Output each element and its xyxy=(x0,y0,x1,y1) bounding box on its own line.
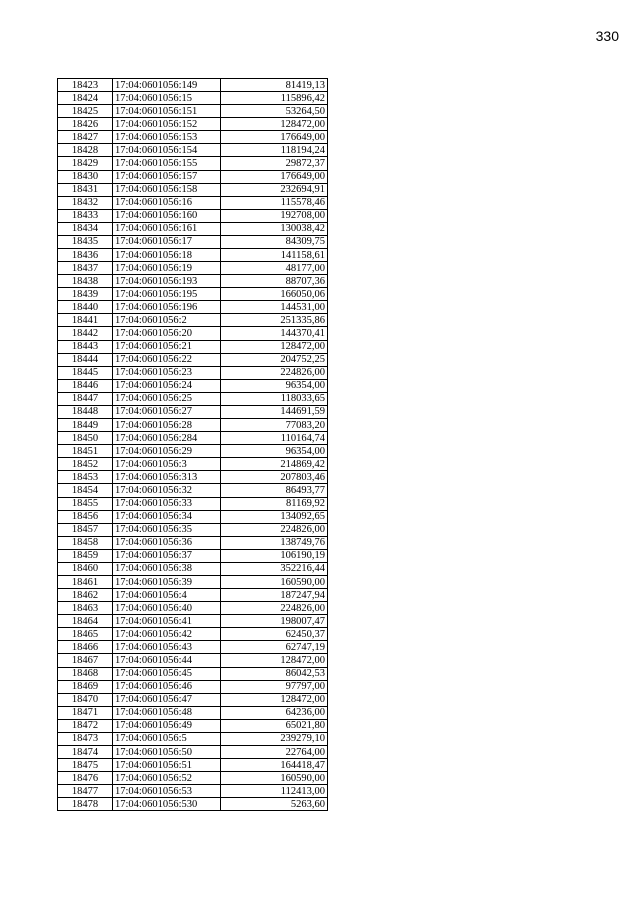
row-number-cell: 18461 xyxy=(58,575,113,588)
value-cell: 128472,00 xyxy=(221,118,328,131)
value-cell: 53264,50 xyxy=(221,105,328,118)
table-row xyxy=(58,549,328,562)
cadastral-number-cell: 17:04:0601056:18 xyxy=(113,249,221,262)
value-cell: 214869,42 xyxy=(221,458,328,471)
cadastral-number-cell: 17:04:0601056:530 xyxy=(113,798,221,811)
row-number-cell: 18433 xyxy=(58,209,113,222)
table-row xyxy=(58,209,328,222)
page-number: 330 xyxy=(595,28,619,44)
value-cell: 86493,77 xyxy=(221,484,328,497)
row-number-cell: 18471 xyxy=(58,706,113,719)
table-row xyxy=(58,575,328,588)
value-cell: 128472,00 xyxy=(221,654,328,667)
value-cell: 97797,00 xyxy=(221,680,328,693)
row-number-cell: 18444 xyxy=(58,353,113,366)
row-number-cell: 18447 xyxy=(58,392,113,405)
value-cell: 118194,24 xyxy=(221,144,328,157)
row-number-cell: 18443 xyxy=(58,340,113,353)
cadastral-number-cell: 17:04:0601056:38 xyxy=(113,562,221,575)
table-row xyxy=(58,105,328,118)
table-row xyxy=(58,131,328,144)
value-cell: 164418,47 xyxy=(221,759,328,772)
table-row xyxy=(58,445,328,458)
value-cell: 48177,00 xyxy=(221,262,328,275)
table-row xyxy=(58,680,328,693)
value-cell: 110164,74 xyxy=(221,432,328,445)
cadastral-number-cell: 17:04:0601056:153 xyxy=(113,131,221,144)
row-number-cell: 18446 xyxy=(58,379,113,392)
value-cell: 176649,00 xyxy=(221,170,328,183)
table-row xyxy=(58,288,328,301)
table-row xyxy=(58,732,328,745)
row-number-cell: 18430 xyxy=(58,170,113,183)
cadastral-number-cell: 17:04:0601056:35 xyxy=(113,523,221,536)
table-row xyxy=(58,484,328,497)
table-row xyxy=(58,340,328,353)
table-row xyxy=(58,327,328,340)
row-number-cell: 18426 xyxy=(58,118,113,131)
cadastral-number-cell: 17:04:0601056:152 xyxy=(113,118,221,131)
value-cell: 81169,92 xyxy=(221,497,328,510)
value-cell: 96354,00 xyxy=(221,379,328,392)
row-number-cell: 18478 xyxy=(58,798,113,811)
value-cell: 62450,37 xyxy=(221,628,328,641)
value-cell: 81419,13 xyxy=(221,79,328,92)
row-number-cell: 18460 xyxy=(58,562,113,575)
table-row xyxy=(58,118,328,131)
cadastral-number-cell: 17:04:0601056:33 xyxy=(113,497,221,510)
row-number-cell: 18424 xyxy=(58,92,113,105)
value-cell: 239279,10 xyxy=(221,732,328,745)
value-cell: 134092,65 xyxy=(221,510,328,523)
row-number-cell: 18451 xyxy=(58,445,113,458)
cadastral-number-cell: 17:04:0601056:24 xyxy=(113,379,221,392)
row-number-cell: 18457 xyxy=(58,523,113,536)
table-row xyxy=(58,497,328,510)
cadastral-number-cell: 17:04:0601056:43 xyxy=(113,641,221,654)
value-cell: 204752,25 xyxy=(221,353,328,366)
cadastral-number-cell: 17:04:0601056:3 xyxy=(113,458,221,471)
table-row xyxy=(58,419,328,432)
cadastral-number-cell: 17:04:0601056:36 xyxy=(113,536,221,549)
value-cell: 207803,46 xyxy=(221,471,328,484)
cadastral-number-cell: 17:04:0601056:46 xyxy=(113,680,221,693)
value-cell: 352216,44 xyxy=(221,562,328,575)
cadastral-number-cell: 17:04:0601056:158 xyxy=(113,183,221,196)
cadastral-number-cell: 17:04:0601056:47 xyxy=(113,693,221,706)
value-cell: 192708,00 xyxy=(221,209,328,222)
table-row xyxy=(58,706,328,719)
cadastral-number-cell: 17:04:0601056:196 xyxy=(113,301,221,314)
cadastral-number-cell: 17:04:0601056:37 xyxy=(113,549,221,562)
table-row xyxy=(58,157,328,170)
value-cell: 144531,00 xyxy=(221,301,328,314)
cadastral-number-cell: 17:04:0601056:42 xyxy=(113,628,221,641)
row-number-cell: 18428 xyxy=(58,144,113,157)
row-number-cell: 18449 xyxy=(58,419,113,432)
cadastral-number-cell: 17:04:0601056:195 xyxy=(113,288,221,301)
row-number-cell: 18431 xyxy=(58,183,113,196)
row-number-cell: 18476 xyxy=(58,772,113,785)
row-number-cell: 18469 xyxy=(58,680,113,693)
cadastral-number-cell: 17:04:0601056:2 xyxy=(113,314,221,327)
value-cell: 62747,19 xyxy=(221,641,328,654)
cadastral-number-cell: 17:04:0601056:157 xyxy=(113,170,221,183)
value-cell: 96354,00 xyxy=(221,445,328,458)
row-number-cell: 18450 xyxy=(58,432,113,445)
value-cell: 77083,20 xyxy=(221,419,328,432)
cadastral-number-cell: 17:04:0601056:34 xyxy=(113,510,221,523)
table-row xyxy=(58,301,328,314)
cadastral-number-cell: 17:04:0601056:22 xyxy=(113,353,221,366)
cadastral-number-cell: 17:04:0601056:32 xyxy=(113,484,221,497)
row-number-cell: 18441 xyxy=(58,314,113,327)
row-number-cell: 18434 xyxy=(58,222,113,235)
row-number-cell: 18429 xyxy=(58,157,113,170)
row-number-cell: 18468 xyxy=(58,667,113,680)
cadastral-number-cell: 17:04:0601056:16 xyxy=(113,196,221,209)
cadastral-number-cell: 17:04:0601056:160 xyxy=(113,209,221,222)
cadastral-number-cell: 17:04:0601056:154 xyxy=(113,144,221,157)
row-number-cell: 18425 xyxy=(58,105,113,118)
row-number-cell: 18456 xyxy=(58,510,113,523)
value-cell: 106190,19 xyxy=(221,549,328,562)
table-row xyxy=(58,523,328,536)
value-cell: 176649,00 xyxy=(221,131,328,144)
value-cell: 65021,80 xyxy=(221,719,328,732)
table-row xyxy=(58,536,328,549)
cadastral-number-cell: 17:04:0601056:313 xyxy=(113,471,221,484)
table-row xyxy=(58,366,328,379)
value-cell: 115578,46 xyxy=(221,196,328,209)
row-number-cell: 18477 xyxy=(58,785,113,798)
row-number-cell: 18435 xyxy=(58,235,113,248)
cadastral-number-cell: 17:04:0601056:51 xyxy=(113,759,221,772)
table-row xyxy=(58,654,328,667)
value-cell: 144691,59 xyxy=(221,405,328,418)
value-cell: 115896,42 xyxy=(221,92,328,105)
cadastral-number-cell: 17:04:0601056:17 xyxy=(113,235,221,248)
cadastral-number-cell: 17:04:0601056:193 xyxy=(113,275,221,288)
value-cell: 166050,06 xyxy=(221,288,328,301)
row-number-cell: 18465 xyxy=(58,628,113,641)
cadastral-number-cell: 17:04:0601056:53 xyxy=(113,785,221,798)
cadastral-number-cell: 17:04:0601056:20 xyxy=(113,327,221,340)
cadastral-number-cell: 17:04:0601056:21 xyxy=(113,340,221,353)
table-row xyxy=(58,772,328,785)
table-row xyxy=(58,92,328,105)
row-number-cell: 18453 xyxy=(58,471,113,484)
row-number-cell: 18463 xyxy=(58,602,113,615)
table-row xyxy=(58,628,328,641)
table-row xyxy=(58,615,328,628)
table-row xyxy=(58,222,328,235)
row-number-cell: 18437 xyxy=(58,262,113,275)
row-number-cell: 18438 xyxy=(58,275,113,288)
table-row xyxy=(58,405,328,418)
row-number-cell: 18436 xyxy=(58,249,113,262)
value-cell: 144370,41 xyxy=(221,327,328,340)
cadastral-number-cell: 17:04:0601056:48 xyxy=(113,706,221,719)
row-number-cell: 18432 xyxy=(58,196,113,209)
table-row xyxy=(58,719,328,732)
value-cell: 141158,61 xyxy=(221,249,328,262)
row-number-cell: 18472 xyxy=(58,719,113,732)
table-row xyxy=(58,353,328,366)
value-cell: 251335,86 xyxy=(221,314,328,327)
table-row xyxy=(58,379,328,392)
row-number-cell: 18448 xyxy=(58,405,113,418)
value-cell: 160590,00 xyxy=(221,575,328,588)
cadastral-number-cell: 17:04:0601056:44 xyxy=(113,654,221,667)
cadastral-number-cell: 17:04:0601056:284 xyxy=(113,432,221,445)
table-row xyxy=(58,235,328,248)
value-cell: 224826,00 xyxy=(221,366,328,379)
value-cell: 128472,00 xyxy=(221,340,328,353)
value-cell: 187247,94 xyxy=(221,589,328,602)
value-cell: 224826,00 xyxy=(221,523,328,536)
table-row xyxy=(58,759,328,772)
table-row xyxy=(58,314,328,327)
table-row xyxy=(58,745,328,758)
value-cell: 224826,00 xyxy=(221,602,328,615)
table-row xyxy=(58,589,328,602)
table-row xyxy=(58,798,328,811)
value-cell: 128472,00 xyxy=(221,693,328,706)
table-row xyxy=(58,183,328,196)
table-row xyxy=(58,144,328,157)
cadastral-number-cell: 17:04:0601056:25 xyxy=(113,392,221,405)
row-number-cell: 18455 xyxy=(58,497,113,510)
cadastral-number-cell: 17:04:0601056:23 xyxy=(113,366,221,379)
value-cell: 118033,65 xyxy=(221,392,328,405)
cadastral-number-cell: 17:04:0601056:19 xyxy=(113,262,221,275)
table-row xyxy=(58,170,328,183)
table-row xyxy=(58,602,328,615)
row-number-cell: 18462 xyxy=(58,589,113,602)
value-cell: 112413,00 xyxy=(221,785,328,798)
cadastral-number-cell: 17:04:0601056:27 xyxy=(113,405,221,418)
cadastral-number-cell: 17:04:0601056:149 xyxy=(113,79,221,92)
table-row xyxy=(58,196,328,209)
row-number-cell: 18473 xyxy=(58,732,113,745)
value-cell: 138749,76 xyxy=(221,536,328,549)
row-number-cell: 18454 xyxy=(58,484,113,497)
row-number-cell: 18439 xyxy=(58,288,113,301)
row-number-cell: 18470 xyxy=(58,693,113,706)
cadastral-number-cell: 17:04:0601056:41 xyxy=(113,615,221,628)
cadastral-number-cell: 17:04:0601056:50 xyxy=(113,745,221,758)
row-number-cell: 18466 xyxy=(58,641,113,654)
cadastral-number-cell: 17:04:0601056:40 xyxy=(113,602,221,615)
table-row xyxy=(58,641,328,654)
cadastral-number-cell: 17:04:0601056:4 xyxy=(113,589,221,602)
cadastral-number-cell: 17:04:0601056:151 xyxy=(113,105,221,118)
table-body xyxy=(58,79,328,811)
cadastral-number-cell: 17:04:0601056:161 xyxy=(113,222,221,235)
row-number-cell: 18423 xyxy=(58,79,113,92)
table-row xyxy=(58,667,328,680)
row-number-cell: 18440 xyxy=(58,301,113,314)
row-number-cell: 18474 xyxy=(58,745,113,758)
table-row xyxy=(58,262,328,275)
cadastral-number-cell: 17:04:0601056:39 xyxy=(113,575,221,588)
row-number-cell: 18458 xyxy=(58,536,113,549)
row-number-cell: 18427 xyxy=(58,131,113,144)
cadastral-number-cell: 17:04:0601056:155 xyxy=(113,157,221,170)
value-cell: 160590,00 xyxy=(221,772,328,785)
table-row xyxy=(58,392,328,405)
row-number-cell: 18445 xyxy=(58,366,113,379)
table-row xyxy=(58,79,328,92)
value-cell: 64236,00 xyxy=(221,706,328,719)
cadastral-number-cell: 17:04:0601056:52 xyxy=(113,772,221,785)
value-cell: 29872,37 xyxy=(221,157,328,170)
table-row xyxy=(58,785,328,798)
data-table xyxy=(57,78,328,811)
table-row xyxy=(58,562,328,575)
table-row xyxy=(58,510,328,523)
value-cell: 84309,75 xyxy=(221,235,328,248)
cadastral-number-cell: 17:04:0601056:29 xyxy=(113,445,221,458)
table-row xyxy=(58,471,328,484)
table-row xyxy=(58,693,328,706)
row-number-cell: 18452 xyxy=(58,458,113,471)
table-row xyxy=(58,458,328,471)
value-cell: 22764,00 xyxy=(221,745,328,758)
table-row xyxy=(58,432,328,445)
table-row xyxy=(58,249,328,262)
value-cell: 232694,91 xyxy=(221,183,328,196)
value-cell: 130038,42 xyxy=(221,222,328,235)
row-number-cell: 18464 xyxy=(58,615,113,628)
cadastral-number-cell: 17:04:0601056:5 xyxy=(113,732,221,745)
cadastral-number-cell: 17:04:0601056:28 xyxy=(113,419,221,432)
row-number-cell: 18475 xyxy=(58,759,113,772)
value-cell: 5263,60 xyxy=(221,798,328,811)
cadastral-number-cell: 17:04:0601056:49 xyxy=(113,719,221,732)
row-number-cell: 18442 xyxy=(58,327,113,340)
row-number-cell: 18459 xyxy=(58,549,113,562)
value-cell: 198007,47 xyxy=(221,615,328,628)
value-cell: 86042,53 xyxy=(221,667,328,680)
table-row xyxy=(58,275,328,288)
cadastral-number-cell: 17:04:0601056:15 xyxy=(113,92,221,105)
value-cell: 88707,36 xyxy=(221,275,328,288)
row-number-cell: 18467 xyxy=(58,654,113,667)
cadastral-number-cell: 17:04:0601056:45 xyxy=(113,667,221,680)
